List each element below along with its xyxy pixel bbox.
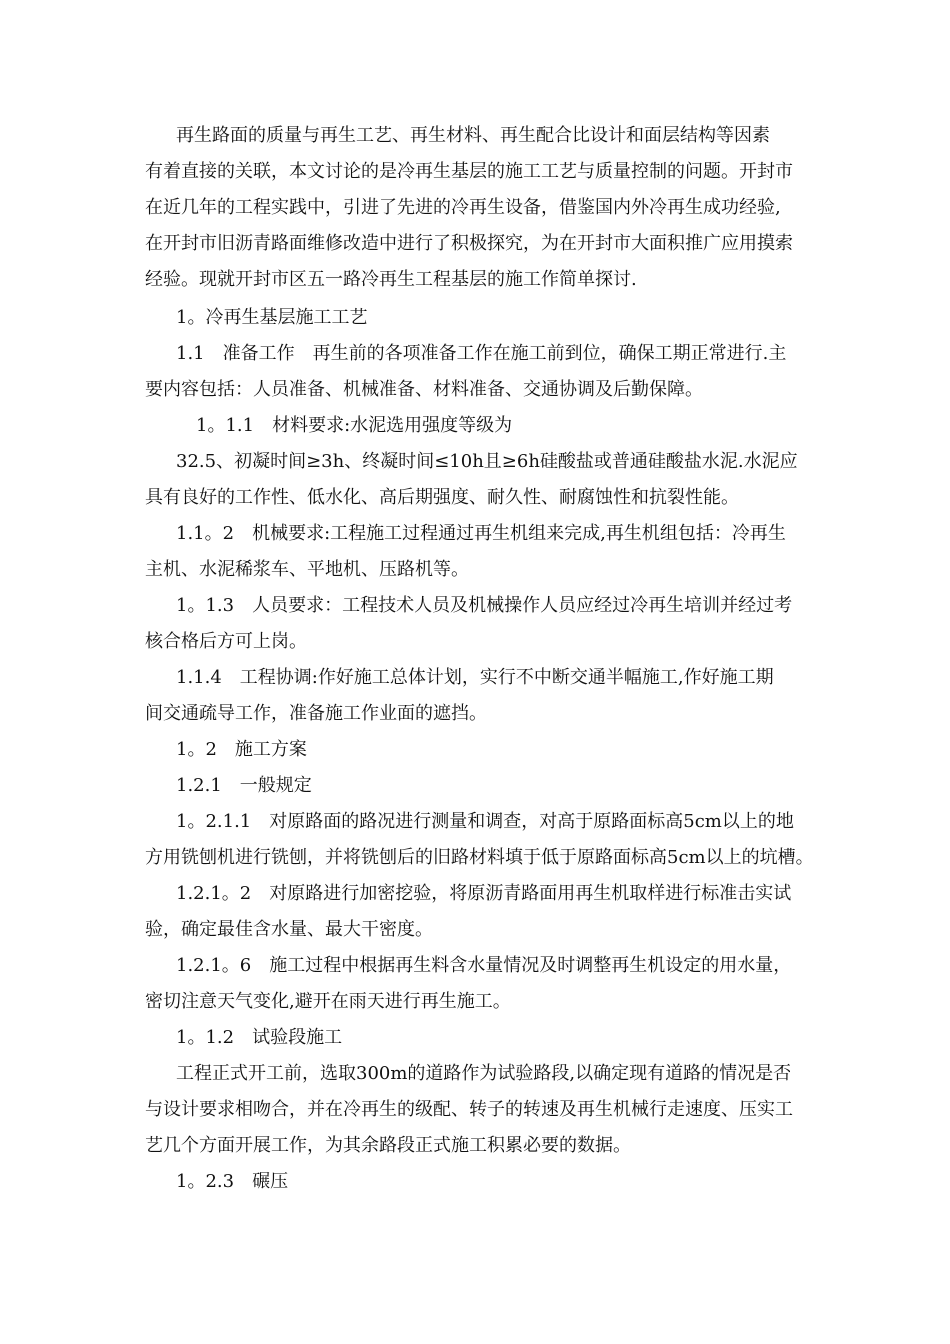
section-heading-1-2-3: 1。2.3 碾压 [176, 1171, 289, 1192]
section-heading-1-1-2: 1。1.2 试验段施工 [176, 1027, 343, 1048]
text-line-2: 有着直接的关联，本文讨论的是冷再生基层的施工工艺与质量控制的问题。开封市 [145, 161, 793, 182]
text-line-24: 1.2.1。6 施工过程中根据再生料含水量情况及时调整再生机设定的用水量， [176, 955, 792, 976]
text-line-7: 1.1 准备工作 再生前的各项准备工作在施工前到位，确保工期正常进行.主 [176, 343, 787, 364]
text-line-15: 核合格后方可上岗。 [145, 631, 307, 652]
text-line-9: 1。1.1 材料要求:水泥选用强度等级为 [196, 415, 513, 436]
text-line-23: 验，确定最佳含水量、最大干密度。 [145, 919, 433, 940]
text-line-27: 工程正式开工前，选取300m的道路作为试验路段,以确定现有道路的情况是否 [176, 1063, 792, 1084]
section-heading-1-2-1: 1.2.1 一般规定 [176, 775, 312, 796]
text-line-1: 再生路面的质量与再生工艺、再生材料、再生配合比设计和面层结构等因素 [176, 125, 770, 146]
section-heading-1: 1。冷再生基层施工工艺 [176, 307, 368, 328]
text-line-3: 在近几年的工程实践中，引进了先进的冷再生设备，借鉴国内外冷再生成功经验, [145, 197, 781, 218]
text-line-25: 密切注意天气变化,避开在雨天进行再生施工。 [145, 991, 511, 1012]
text-line-10: 32.5、初凝时间≥3h、终凝时间≤10h且≥6h硅酸盐或普通硅酸盐水泥.水泥应 [176, 451, 798, 472]
text-line-12: 1.1。2 机械要求:工程施工过程通过再生机组来完成,再生机组包括：冷再生 [176, 523, 786, 544]
text-line-14: 1。1.3 人员要求：工程技术人员及机械操作人员应经过冷再生培训并经过考 [176, 595, 793, 616]
text-line-8: 要内容包括：人员准备、机械准备、材料准备、交通协调及后勤保障。 [145, 379, 703, 400]
text-line-4: 在开封市旧沥青路面维修改造中进行了积极探究，为在开封市大面积推广应用摸索 [145, 233, 793, 254]
text-line-28: 与设计要求相吻合，并在冷再生的级配、转子的转速及再生机械行走速度、压实工 [145, 1099, 793, 1120]
text-line-5: 经验。现就开封市区五一路冷再生工程基层的施工作简单探讨. [145, 269, 637, 290]
text-line-16: 1.1.4 工程协调:作好施工总体计划，实行不中断交通半幅施工,作好施工期 [176, 667, 774, 688]
text-line-21: 方用铣刨机进行铣刨，并将铣刨后的旧路材料填于低于原路面标高5cm以上的坑槽。 [145, 847, 814, 868]
text-line-11: 具有良好的工作性、低水化、高后期强度、耐久性、耐腐蚀性和抗裂性能。 [145, 487, 739, 508]
text-line-29: 艺几个方面开展工作，为其余路段正式施工积累必要的数据。 [145, 1135, 631, 1156]
text-line-22: 1.2.1。2 对原路进行加密挖验，将原沥青路面用再生机取样进行标准击实试 [176, 883, 792, 904]
text-line-20: 1。2.1.1 对原路面的路况进行测量和调查，对高于原路面标高5cm以上的地 [176, 811, 794, 832]
text-line-17: 间交通疏导工作，准备施工作业面的遮挡。 [145, 703, 487, 724]
text-line-13: 主机、水泥稀浆车、平地机、压路机等。 [145, 559, 469, 580]
section-heading-1-2: 1。2 施工方案 [176, 739, 307, 760]
